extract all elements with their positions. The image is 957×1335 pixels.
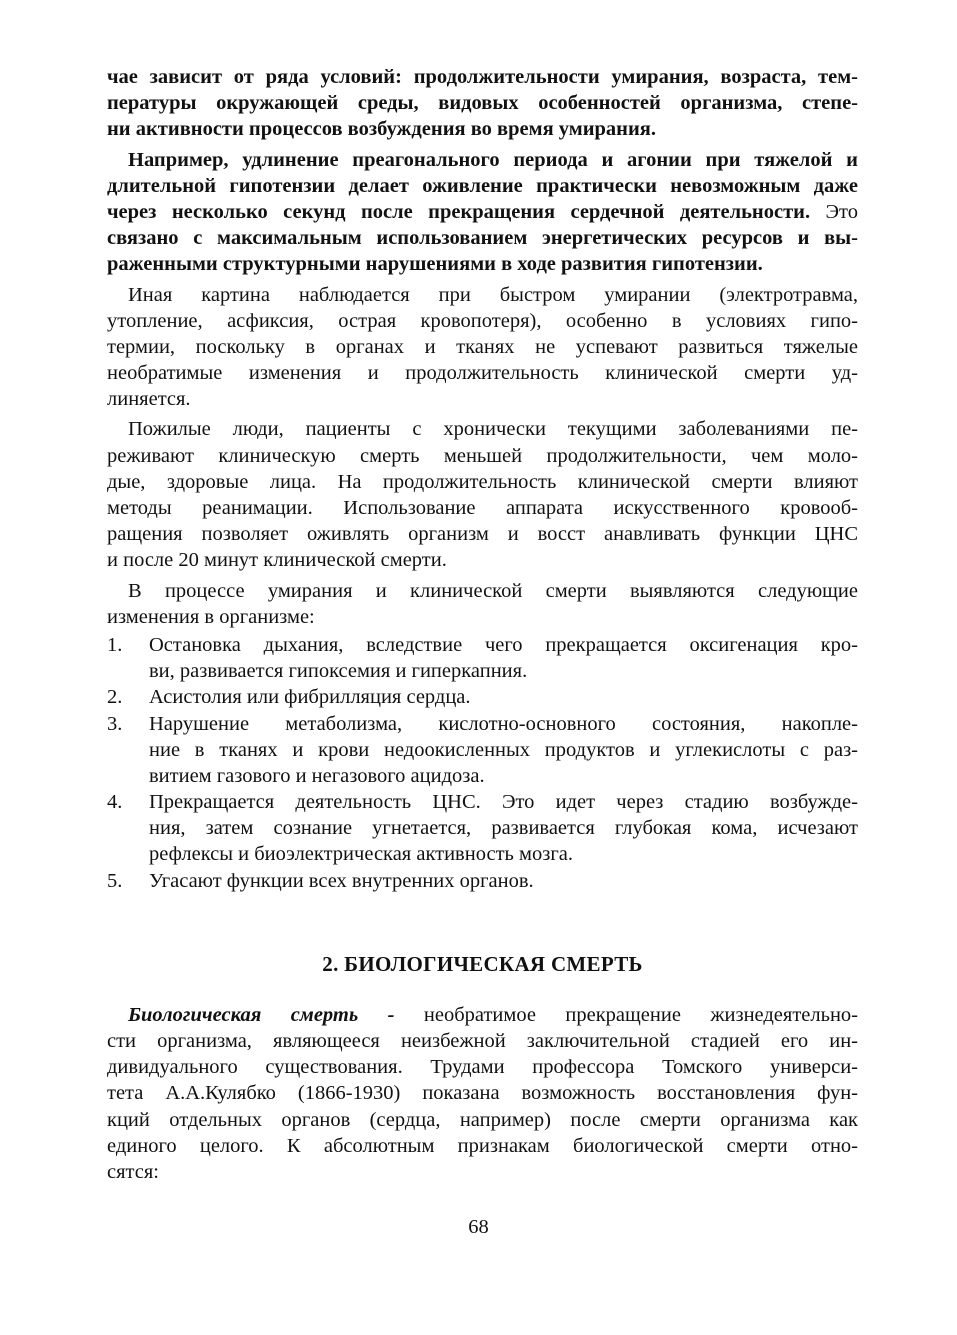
paragraph-example	[107, 147, 858, 278]
paragraph-changes-intro	[107, 578, 858, 630]
page-number: 68	[468, 1216, 489, 1238]
text-line: тета А.А.Кулябко (1866-1930) показана возможность восстановления фун-	[107, 1082, 858, 1105]
text-line: линяется.	[107, 388, 191, 411]
list-number: 4.	[107, 791, 123, 814]
paragraph-biological-death	[107, 1002, 858, 1185]
text-line: Прекращается деятельность ЦНС. Это идет через стадию возбужде-	[149, 791, 858, 814]
text-line: чае зависит от ряда условий: продолжительности умирания, возраста, тем-	[107, 66, 858, 88]
text-line: рефлексы и биоэлектрическая активность мозга.	[149, 843, 573, 866]
text-line	[107, 1002, 858, 1028]
text-line: Пожилые люди, пациенты с хронически текущими заболеваниями пе-	[128, 418, 858, 441]
text-line: ния, затем сознание угнетается, развивается глубокая кома, исчезают	[149, 817, 858, 840]
paragraph-continuation	[107, 64, 858, 143]
changes-list	[107, 632, 858, 894]
text-line: изменения в организме:	[107, 605, 315, 628]
text-line: сятся:	[107, 1160, 159, 1183]
list-number: 2.	[107, 686, 123, 709]
text-line: Иная картина наблюдается при быстром умирании (электротравма,	[128, 283, 858, 306]
list-item	[107, 789, 858, 868]
list-item	[107, 632, 858, 684]
text-line: ви, развивается гипоксемия и гиперкапния.	[149, 660, 528, 683]
text-line: и после 20 минут клинической смерти.	[107, 549, 447, 572]
text-line: Угасают функции всех внутренних органов.	[149, 869, 534, 892]
text-line: связано с максимальным использованием энергетических ресурсов и вы-	[107, 227, 858, 250]
text-line: Например, удлинение преагонального периода и агонии при тяжелой и	[128, 148, 858, 171]
page-content	[107, 64, 858, 1185]
text-line: сти организма, являющееся неизбежной заключительной стадией его ин-	[107, 1030, 858, 1053]
text-line: ни активности процессов возбуждения во время умирания.	[107, 118, 657, 141]
text-line: единого целого. К абсолютным признакам биологической смерти отно-	[107, 1134, 858, 1157]
list-number: 1.	[107, 633, 123, 656]
text-line: Остановка дыхания, вследствие чего прекращается оксигенация кро-	[149, 633, 858, 656]
list-item	[107, 684, 858, 710]
text-line: дивидуального существования. Трудами профессора Томского универси-	[107, 1056, 858, 1079]
text-fragment: необратимое прекращение жизнедеятельно-	[423, 1003, 859, 1026]
text-line: витием газового и негазового ацидоза.	[149, 764, 485, 787]
text-line: кций отдельных органов (сердца, например) после смерти организма как	[107, 1108, 858, 1131]
list-item	[107, 711, 858, 790]
text-line: термии, поскольку в органах и тканях не успевают развиться тяжелые	[107, 335, 858, 358]
text-line: необратимые изменения и продолжительность клинической смерти уд-	[107, 362, 858, 385]
defined-term: Биологическая смерть -	[128, 1003, 395, 1026]
text-line	[107, 199, 858, 225]
text-line: реживают клиническую смерть меньшей продолжительности, чем моло-	[107, 444, 858, 467]
paragraph-elderly	[107, 416, 858, 573]
list-number: 5.	[107, 869, 123, 892]
text-line: Асистолия или фибрилляция сердца.	[149, 686, 471, 709]
text-line: дые, здоровые лица. На продолжительность клинической смерти влияют	[107, 470, 858, 493]
text-line: раженными структурными нарушениями в ходе развития гипотензии.	[107, 253, 763, 276]
list-item	[107, 868, 858, 894]
text-line: ние в тканях и крови недоокисленных продуктов и углекислоты с раз-	[149, 738, 858, 761]
text-line: длительной гипотензии делает оживление практически невозможным даже	[107, 174, 858, 197]
text-line: ращения позволяет оживлять организм и восст анавливать функции ЦНС	[107, 523, 858, 546]
text-fragment-regular: Это	[825, 200, 858, 223]
paragraph-fast-dying	[107, 282, 858, 413]
text-fragment-bold: через несколько секунд после прекращения сердечной деятельности.	[107, 200, 811, 223]
text-line: Нарушение метаболизма, кислотно-основного состояния, накопле-	[149, 712, 858, 735]
text-line: В процессе умирания и клинической смерти выявляются следующие	[128, 579, 858, 602]
list-number: 3.	[107, 712, 123, 735]
section-heading: 2. БИОЛОГИЧЕСКАЯ СМЕРТЬ	[322, 951, 643, 976]
text-line: утопление, асфиксия, острая кровопотеря), особенно в условиях гипо-	[107, 309, 858, 332]
text-line: пературы окружающей среды, видовых особенностей организма, степе-	[107, 92, 858, 115]
text-line: методы реанимации. Использование аппарата искусственного кровооб-	[107, 497, 858, 519]
